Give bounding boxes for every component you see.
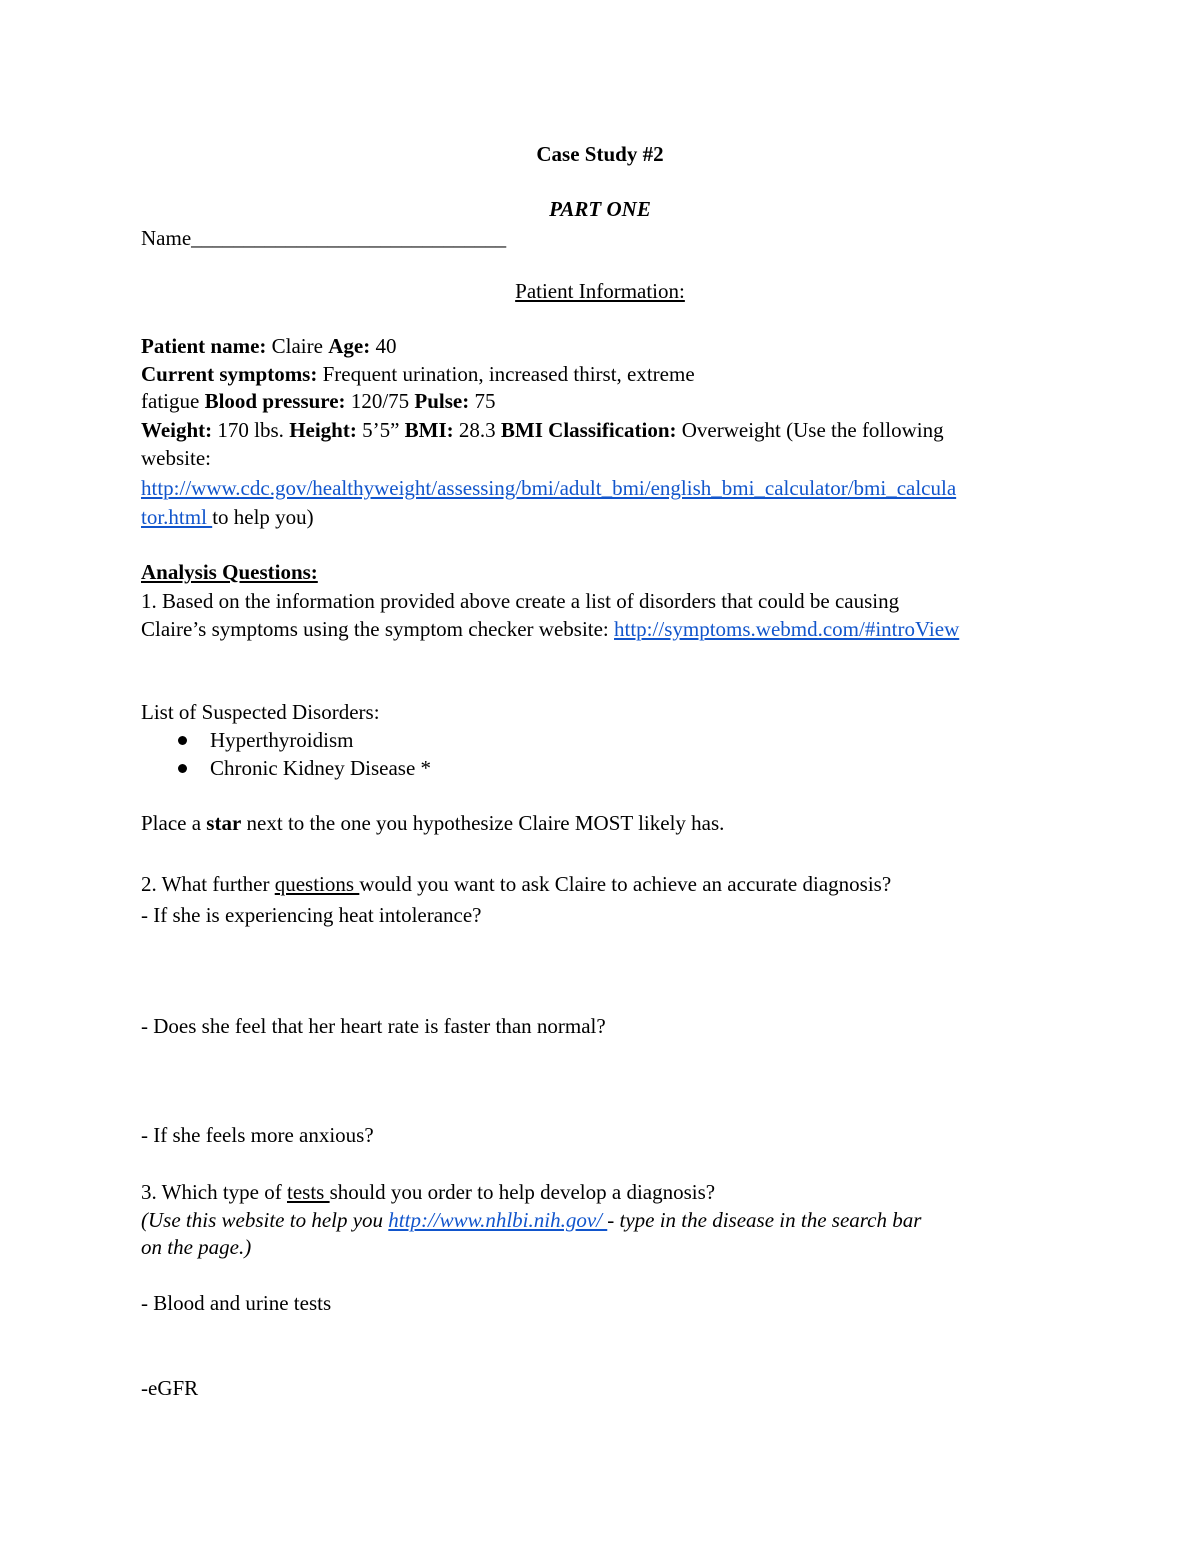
question-3-note: (Use this website to help you http://www.nhlbi.nih.gov/ - type in the disease in the search bar xyxy=(141,1208,922,1232)
bullet-icon xyxy=(178,736,187,745)
patient-name-label: Patient name: xyxy=(141,334,267,358)
age-value: 40 xyxy=(370,334,397,358)
disorders-list-heading: List of Suspected Disorders: xyxy=(141,700,380,724)
q2-answer-1: - If she is experiencing heat intolerance? xyxy=(141,903,482,927)
symptoms-label: Current symptoms: xyxy=(141,362,318,386)
vitals-line xyxy=(141,387,495,415)
document-title: Case Study #2 xyxy=(536,142,664,166)
bmi-value: 28.3 xyxy=(453,418,501,442)
weight-value: 170 lbs. xyxy=(212,418,290,442)
q2-answer-2: - Does she feel that her heart rate is faster than normal? xyxy=(141,1014,606,1038)
age-label: Age: xyxy=(328,334,371,358)
pulse-label: Pulse: xyxy=(414,389,470,413)
star-instruction: Place a star next to the one you hypothesize Claire MOST likely has. xyxy=(141,811,725,835)
patient-name-line xyxy=(141,332,396,360)
question-3: 3. Which type of tests should you order to help develop a diagnosis? xyxy=(141,1180,716,1204)
part-heading: PART ONE xyxy=(549,197,651,221)
list-item: Hyperthyroidism xyxy=(178,726,353,754)
patient-name-value: Claire xyxy=(266,334,329,358)
symptoms-value: Frequent urination, increased thirst, extreme xyxy=(317,362,695,386)
bmi-link-line-2 xyxy=(141,503,314,531)
bmi-class-label: BMI Classification: xyxy=(500,418,677,442)
question-1-line-1: 1. Based on the information provided above create a list of disorders that could be causing xyxy=(141,589,900,613)
question-1-line-2: Claire’s symptoms using the symptom checker website: http://symptoms.webmd.com/#introView xyxy=(141,617,960,641)
q2-answer-3: - If she feels more anxious? xyxy=(141,1123,374,1147)
weight-label: Weight: xyxy=(141,418,213,442)
question-2: 2. What further questions would you want to ask Claire to achieve an accurate diagnosis? xyxy=(141,872,892,896)
bmi-class-value: Overweight (Use the following xyxy=(676,418,944,442)
height-label: Height: xyxy=(289,418,357,442)
q3-answer-1: - Blood and urine tests xyxy=(141,1291,332,1315)
symptoms-line xyxy=(141,360,695,388)
name-line xyxy=(141,224,506,252)
nhlbi-link[interactable]: http://www.nhlbi.nih.gov/ xyxy=(388,1208,608,1232)
bmi-calculator-link[interactable]: http://www.cdc.gov/healthyweight/assessing/bmi/adult_bmi/english_bmi_calculator/bmi_calcula xyxy=(141,476,957,500)
bmi-label: BMI: xyxy=(404,418,454,442)
measurements-line xyxy=(141,416,944,444)
patient-info-heading: Patient Information: xyxy=(515,279,685,303)
bmi-link-line xyxy=(141,474,956,502)
bullet-icon xyxy=(178,764,187,773)
bmi-calculator-link-cont[interactable]: tor.html xyxy=(141,505,213,529)
height-value: 5’5” xyxy=(356,418,405,442)
pulse-value: 75 xyxy=(469,389,496,413)
bmi-link-suffix: to help you) xyxy=(212,505,314,529)
bp-label: Blood pressure: xyxy=(204,389,346,413)
symptoms-value-cont: fatigue xyxy=(141,389,205,413)
list-item: Chronic Kidney Disease * xyxy=(178,754,431,782)
q3-answer-2: -eGFR xyxy=(141,1376,199,1400)
website-label: website: xyxy=(141,446,211,470)
bp-value: 120/75 xyxy=(345,389,415,413)
name-blank[interactable]: ______________________________ xyxy=(191,226,507,250)
name-label: Name xyxy=(141,226,192,250)
symptom-checker-link[interactable]: http://symptoms.webmd.com/#introView xyxy=(614,617,960,641)
question-3-note-line-2: on the page.) xyxy=(141,1235,252,1259)
analysis-heading: Analysis Questions: xyxy=(141,560,318,584)
